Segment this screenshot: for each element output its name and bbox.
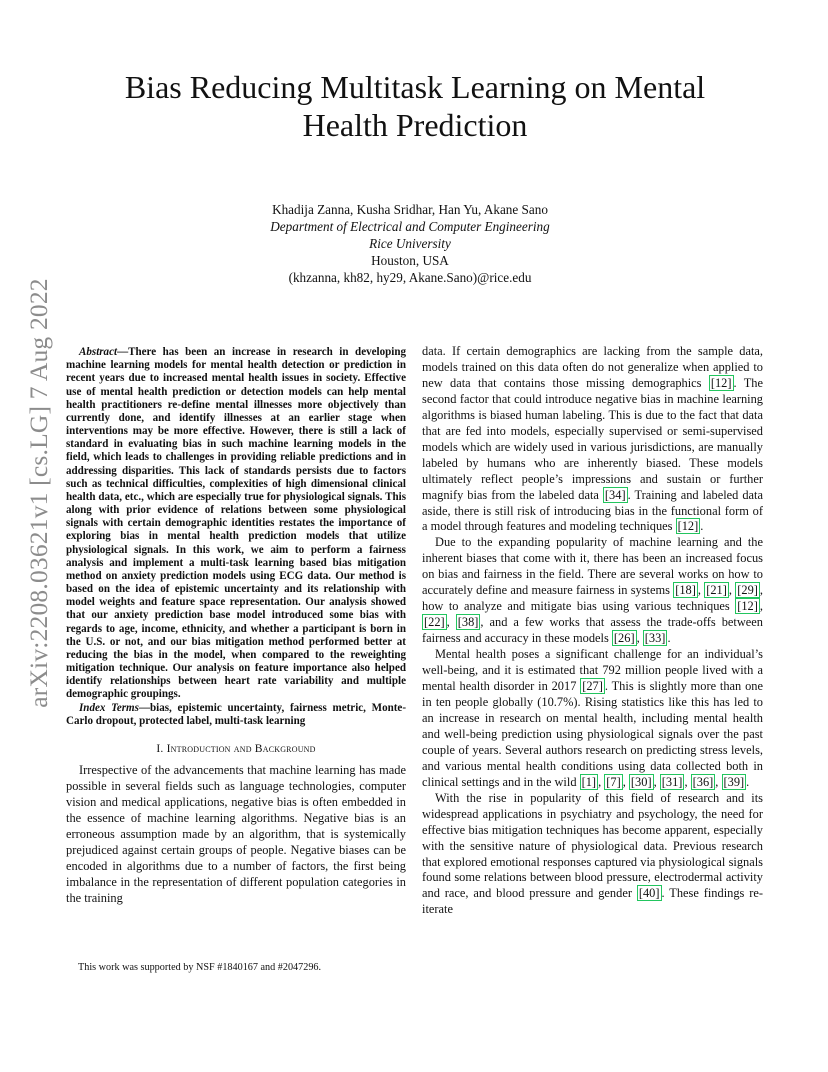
title-line-1: Bias Reducing Multitask Learning on Mental <box>124 69 706 105</box>
text-run: , <box>446 615 456 630</box>
author-emails: (khzanna, kh82, hy29, Akane.Sano)@rice.edu <box>288 270 532 285</box>
text-run: . Training and labeled data aside, there is still risk of introducing bias in the functional form of a model through features and modeling techniques <box>422 487 763 534</box>
citation-link[interactable]: [12] <box>737 599 758 614</box>
body-paragraph-1 <box>422 344 763 535</box>
text-run: , <box>622 774 629 789</box>
citation-link[interactable]: [21] <box>706 583 727 598</box>
index-terms <box>66 702 406 728</box>
right-column <box>422 344 763 918</box>
citation-link[interactable]: [27] <box>582 679 603 694</box>
citation-link[interactable]: [39] <box>723 774 745 789</box>
citation-link[interactable]: [36] <box>692 774 714 789</box>
citation-link[interactable]: [40] <box>638 886 660 901</box>
text-run: , <box>728 583 736 598</box>
body-paragraph-2 <box>422 535 763 647</box>
text-run: , <box>697 583 705 598</box>
citation-link[interactable]: [26] <box>613 631 635 646</box>
author-block <box>180 201 640 286</box>
citation-link[interactable]: [30] <box>630 774 652 789</box>
citation-link[interactable]: [12] <box>710 375 732 390</box>
body-paragraph-4 <box>422 791 763 919</box>
author-university: Rice University <box>369 236 451 251</box>
text-run: data. If certain demographics are lacking from the sample data, models trained on this data often do not generalize when applied to new data that contains those missing demographics <box>422 344 763 390</box>
body-paragraph-3 <box>422 647 763 791</box>
text-run: . This is slightly more than one in ten people globally (10.7%). Rising statistics like this has led to an increase in research on mental health, including mental health and well-being prediction using physiological signals over the past couple of years. Several authors research on predicting stress levels, and various mental health conditions using data collected both in clinical settings and in the wild <box>422 679 763 789</box>
author-department: Department of Electrical and Computer Engineering <box>270 219 550 234</box>
text-run: , and a few works that assess the trade-offs between fairness and accuracy in these models <box>422 615 763 646</box>
text-run: . <box>746 774 750 789</box>
arxiv-identifier-text: arXiv:2208.03621v1 [cs.LG] 7 Aug 2022 <box>24 278 53 708</box>
citation-link[interactable]: [12] <box>677 519 699 534</box>
text-run: With the rise in popularity of this field of research and its widespread applications in psychiatry and psychology, the need for effective bias mitigation techniques has become apparent, especially with the sensitive nature of physiological data. Previous research that explored emotional responses captured via physiological signals found some relations between blood pressure, electrodermal activity and race, and blood pressure and gender <box>422 790 763 901</box>
text-run: . <box>667 631 671 646</box>
text-run: , <box>759 599 763 614</box>
text-run: Mental health poses a significant challenge for an individual’s well-being, and it is estimated that 792 million people lived with a mental health disorder in 2017 <box>422 647 763 694</box>
text-run: Due to the expanding popularity of machine learning and the inherent biases that come with it, there has been an increased focus on bias and fairness in the field. There are several works on how to accurately define and measure fairness in systems <box>422 535 763 598</box>
citation-link[interactable]: [18] <box>675 583 696 598</box>
citation-link[interactable]: [33] <box>644 631 666 646</box>
text-run: . <box>700 519 704 534</box>
left-column <box>66 346 406 907</box>
citation-link[interactable]: [7] <box>606 774 621 789</box>
title-line-2: Health Prediction <box>302 107 528 143</box>
author-names: Khadija Zanna, Kusha Sridhar, Han Yu, Akane Sano <box>272 202 548 217</box>
citation-link[interactable]: [38] <box>457 615 479 630</box>
text-run: , <box>715 774 722 789</box>
text-run: , how to analyze and mitigate bias using various techniques <box>422 583 764 614</box>
text-run: , <box>598 774 605 789</box>
section-heading: I. Introduction and Background <box>156 741 316 755</box>
index-terms-text: —bias, epistemic uncertainty, fairness metric, Monte-Carlo dropout, protected label, multi-task learning <box>66 701 407 727</box>
abstract-text: —There has been an increase in research in developing machine learning models for mental health detection or prediction in recent years due to increased mental health issues in society. Effective use of mental health prediction or detection models can help mental health practitioners re-define mental illnesses more objectively than currently done, and identify illnesses at an earlier stage when interventions may be more effective. However, there is still a lack of standard in evaluating bias in such machine learning models in the field, which leads to challenges in providing reliable predictions and in addressing disparities. This lack of standards persists due to factors such as technical difficulties, complexities of high dimensional clinical health data, etc., which are especially true for physiological signals. This along with prior evidence of relations between some physiological signals with certain demographic identities restates the importance of exploring bias in mental health prediction models that utilize physiological signals. In this work, we aim to perform a fairness analysis and implement a multi-task learning based bias mitigation method on anxiety prediction models using ECG data. Our method is based on the idea of epistemic uncertainty and its relationship with model weights and feature space representation. Our analysis showed that our anxiety prediction base model introduced some bias with regards to age, income, ethnicity, and whether a participant is born in the U.S. or not, and our bias mitigation method performed better at reducing the bias in the model, when compared to the reweighting mitigation technique. Our analysis on feature importance also helped identify relationships between heart rate variability and multiple demographic groupings. <box>66 346 406 701</box>
citation-link[interactable]: [34] <box>604 487 626 502</box>
intro-paragraph: Irrespective of the advancements that machine learning has made possible in several fields such as language technologies, computer vision and medical applications, negative bias is often embedded in the essence of machine learning algorithms. Negative bias is an erroneous assumption made by an algorithm, that is systemically prejudiced against certain groups of people. Negative biases can be encoded in algorithms due to a number of factors, the first being imbalance in the representation of different population categories in the training <box>66 762 406 905</box>
text-run: . The second factor that could introduce negative bias in machine learning algorithms is biased human labeling. This is due to the fact that data that are fed into models, especially supervised or semi-supervised models which are widely used in various jurisdictions, are manually labeled by humans who are inherently biased. These models ultimately reflect people’s impressions and sustain or further magnify bias from the labeled data <box>422 375 763 502</box>
abstract-lead: Abstract <box>79 346 118 358</box>
citation-link[interactable]: [31] <box>661 774 683 789</box>
arxiv-identifier <box>14 278 64 708</box>
text-run: . These findings re-iterate <box>422 886 763 917</box>
abstract <box>66 346 406 702</box>
text-run: , <box>636 631 643 646</box>
citation-link[interactable]: [22] <box>424 615 445 630</box>
text-run: , <box>684 774 691 789</box>
text-run: , <box>653 774 660 789</box>
citation-link[interactable]: [1] <box>581 774 597 789</box>
paper-title <box>70 68 760 144</box>
citation-link[interactable]: [29] <box>737 583 758 598</box>
footnote: This work was supported by NSF #1840167 and #2047296. <box>78 962 322 973</box>
index-terms-lead: Index Terms <box>79 701 139 714</box>
author-location: Houston, USA <box>371 253 449 268</box>
